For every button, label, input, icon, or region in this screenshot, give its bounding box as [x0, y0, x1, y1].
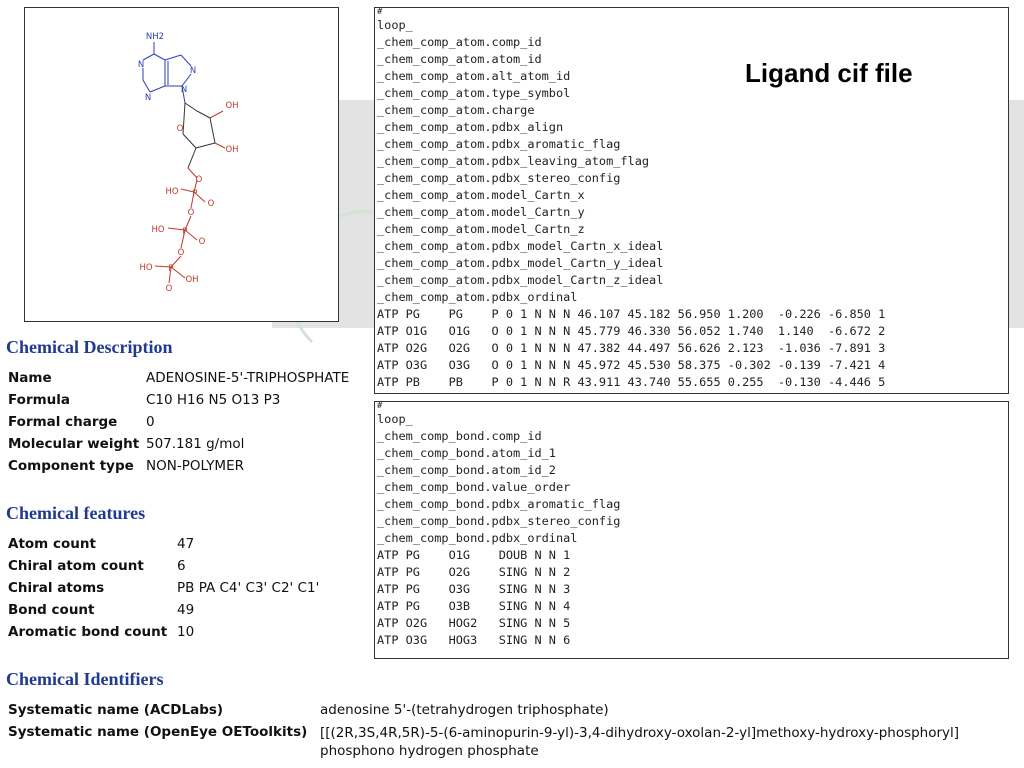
atom-label: N: [144, 93, 152, 103]
property-value: ADENOSINE-5'-TRIPHOSPHATE: [146, 370, 350, 386]
atom-label: O: [195, 175, 203, 185]
atom-label: N: [189, 66, 197, 76]
property-value: 49: [177, 602, 195, 618]
table-row: [6, 414, 351, 436]
property-value: PB PA C4' C3' C2' C1': [177, 580, 320, 596]
property-key: Bond count: [8, 602, 95, 618]
cif-line: _chem_comp_atom.pdbx_aromatic_flag: [377, 137, 621, 151]
cif-data-row: ATP PG O3G SING N N 3: [377, 582, 571, 596]
atom-label: P: [182, 227, 188, 237]
cif-line: loop_: [377, 18, 413, 32]
property-value: 0: [146, 414, 155, 430]
chemical-identifiers-heading: Chemical Identifiers: [6, 669, 164, 689]
cif-data-row: ATP O2G O2G O 0 1 N N N 47.382 44.497 56.626 2.123 -1.036 -7.891 3: [377, 341, 886, 355]
cif-line: _chem_comp_atom.pdbx_model_Cartn_z_ideal: [377, 273, 664, 287]
cif-line: _chem_comp_atom.pdbx_model_Cartn_y_ideal: [377, 256, 664, 270]
atom-label: P: [168, 264, 174, 274]
cif-data-row: ATP PB PB P 0 1 N N R 43.911 43.740 55.655 0.255 -0.130 -4.446 5: [377, 375, 886, 389]
cif-data-row: ATP O2G HOG2 SING N N 5: [377, 616, 571, 630]
atom-label: O: [177, 248, 185, 258]
cif-data-row: ATP PG O3B SING N N 4: [377, 599, 571, 613]
cif-line: _chem_comp_bond.comp_id: [377, 429, 542, 443]
systematic-name-line: [[(2R,3S,4R,5R)-5-(6-aminopurin-9-yl)-3,4-dihydroxy-oxolan-2-yl]methoxy-hydroxy-phosphoryl]: [320, 725, 960, 741]
atom-label: P: [192, 189, 198, 199]
chemical-description-heading: Chemical Description: [6, 337, 173, 357]
cif-bond-block: [374, 401, 1009, 659]
cif-line: _chem_comp_atom.pdbx_ordinal: [377, 290, 578, 304]
atom-label: N: [180, 85, 188, 95]
table-row: [6, 536, 321, 558]
cif-line: _chem_comp_atom.atom_id: [377, 52, 542, 66]
cif-line: _chem_comp_atom.comp_id: [377, 35, 542, 49]
atom-label: HO: [139, 263, 153, 273]
property-key: Chiral atoms: [8, 580, 105, 596]
atom-label: O: [207, 199, 215, 209]
property-key: Formal charge: [8, 414, 118, 430]
property-key: Name: [8, 370, 52, 386]
cif-line: loop_: [377, 412, 413, 426]
table-row: [6, 624, 321, 646]
cif-data-row: ATP PG O1G DOUB N N 1: [377, 548, 571, 562]
table-row: [6, 702, 961, 724]
atom-label: HO: [151, 225, 165, 235]
phosphate-bonds: [155, 111, 225, 283]
cif-line: _chem_comp_bond.pdbx_stereo_config: [377, 514, 621, 528]
property-value: 47: [177, 536, 195, 552]
cif-line: _chem_comp_atom.alt_atom_id: [377, 69, 571, 83]
table-row: [6, 724, 961, 760]
cif-line: _chem_comp_bond.atom_id_2: [377, 463, 556, 477]
cif-line: _chem_comp_atom.charge: [377, 103, 535, 117]
atp-structure-drawing: [25, 8, 338, 321]
cif-line: _chem_comp_atom.model_Cartn_y: [377, 205, 585, 219]
cif-data-row: ATP PG PG P 0 1 N N N 46.107 45.182 56.950 1.200 -0.226 -6.850 1: [377, 307, 886, 321]
atom-label: O: [165, 284, 173, 294]
property-value: [318, 724, 961, 760]
chemical-description-table: [6, 370, 351, 480]
cif-line: _chem_comp_bond.pdbx_ordinal: [377, 531, 578, 545]
cif-data-row: ATP O3G HOG3 SING N N 6: [377, 633, 571, 647]
cif-hash: #: [377, 7, 383, 17]
ribose-bonds: [183, 103, 215, 168]
property-value: 10: [177, 624, 195, 640]
cif-line: _chem_comp_atom.pdbx_leaving_atom_flag: [377, 154, 650, 168]
property-key: Aromatic bond count: [8, 624, 168, 640]
table-row: [6, 602, 321, 624]
property-key: Component type: [8, 458, 134, 474]
cif-line: _chem_comp_atom.type_symbol: [377, 86, 571, 100]
table-row: [6, 458, 351, 480]
cif-file-title: Ligand cif file: [745, 58, 913, 88]
table-row: [6, 392, 351, 414]
cif-data-row: ATP PG O2G SING N N 2: [377, 565, 571, 579]
table-row: [6, 436, 351, 458]
atom-label: O: [187, 208, 195, 218]
atom-label: NH2: [145, 32, 165, 42]
cif-line: _chem_comp_atom.pdbx_stereo_config: [377, 171, 621, 185]
cif-hash: #: [377, 401, 383, 411]
atom-label: OH: [225, 101, 239, 111]
atom-label: N: [137, 60, 145, 70]
property-value: 507.181 g/mol: [146, 436, 245, 452]
property-key: Systematic name (ACDLabs): [8, 702, 224, 718]
chemical-identifiers-table: [6, 702, 961, 760]
cif-line: _chem_comp_bond.atom_id_1: [377, 446, 556, 460]
cif-data-row: ATP O1G O1G O 0 1 N N N 45.779 46.330 56.052 1.740 1.140 -6.672 2: [377, 324, 886, 338]
chemical-features-table: [6, 536, 321, 646]
cif-line: _chem_comp_bond.pdbx_aromatic_flag: [377, 497, 621, 511]
molecule-structure-panel: [24, 7, 339, 322]
cif-line: _chem_comp_atom.pdbx_align: [377, 120, 564, 134]
table-row: [6, 580, 321, 602]
cif-line: _chem_comp_bond.value_order: [377, 480, 571, 494]
property-key: Formula: [8, 392, 71, 408]
property-value: NON-POLYMER: [146, 458, 244, 474]
property-value: 6: [177, 558, 186, 574]
cif-line: _chem_comp_atom.model_Cartn_z: [377, 222, 585, 236]
cif-line: _chem_comp_atom.model_Cartn_x: [377, 188, 585, 202]
cif-data-row: ATP O3G O3G O 0 1 N N N 45.972 45.530 58.375 -0.302 -0.139 -7.421 4: [377, 358, 886, 372]
property-value: adenosine 5'-(tetrahydrogen triphosphate): [320, 702, 609, 718]
property-key: Chiral atom count: [8, 558, 144, 574]
property-key: Systematic name (OpenEye OEToolkits): [8, 724, 308, 740]
atom-label: OH: [185, 275, 199, 285]
property-key: Molecular weight: [8, 436, 140, 452]
chemical-features-heading: Chemical features: [6, 503, 146, 523]
atom-label: OH: [225, 145, 239, 155]
atom-label: O: [176, 124, 184, 134]
table-row: [6, 370, 351, 392]
atom-label: O: [198, 237, 206, 247]
table-row: [6, 558, 321, 580]
cif-atom-block: [374, 7, 1009, 394]
cif-line: _chem_comp_atom.pdbx_model_Cartn_x_ideal: [377, 239, 664, 253]
atom-label: HO: [165, 187, 179, 197]
property-value: C10 H16 N5 O13 P3: [146, 392, 281, 408]
property-key: Atom count: [8, 536, 96, 552]
systematic-name-line: phosphono hydrogen phosphate: [320, 743, 539, 759]
